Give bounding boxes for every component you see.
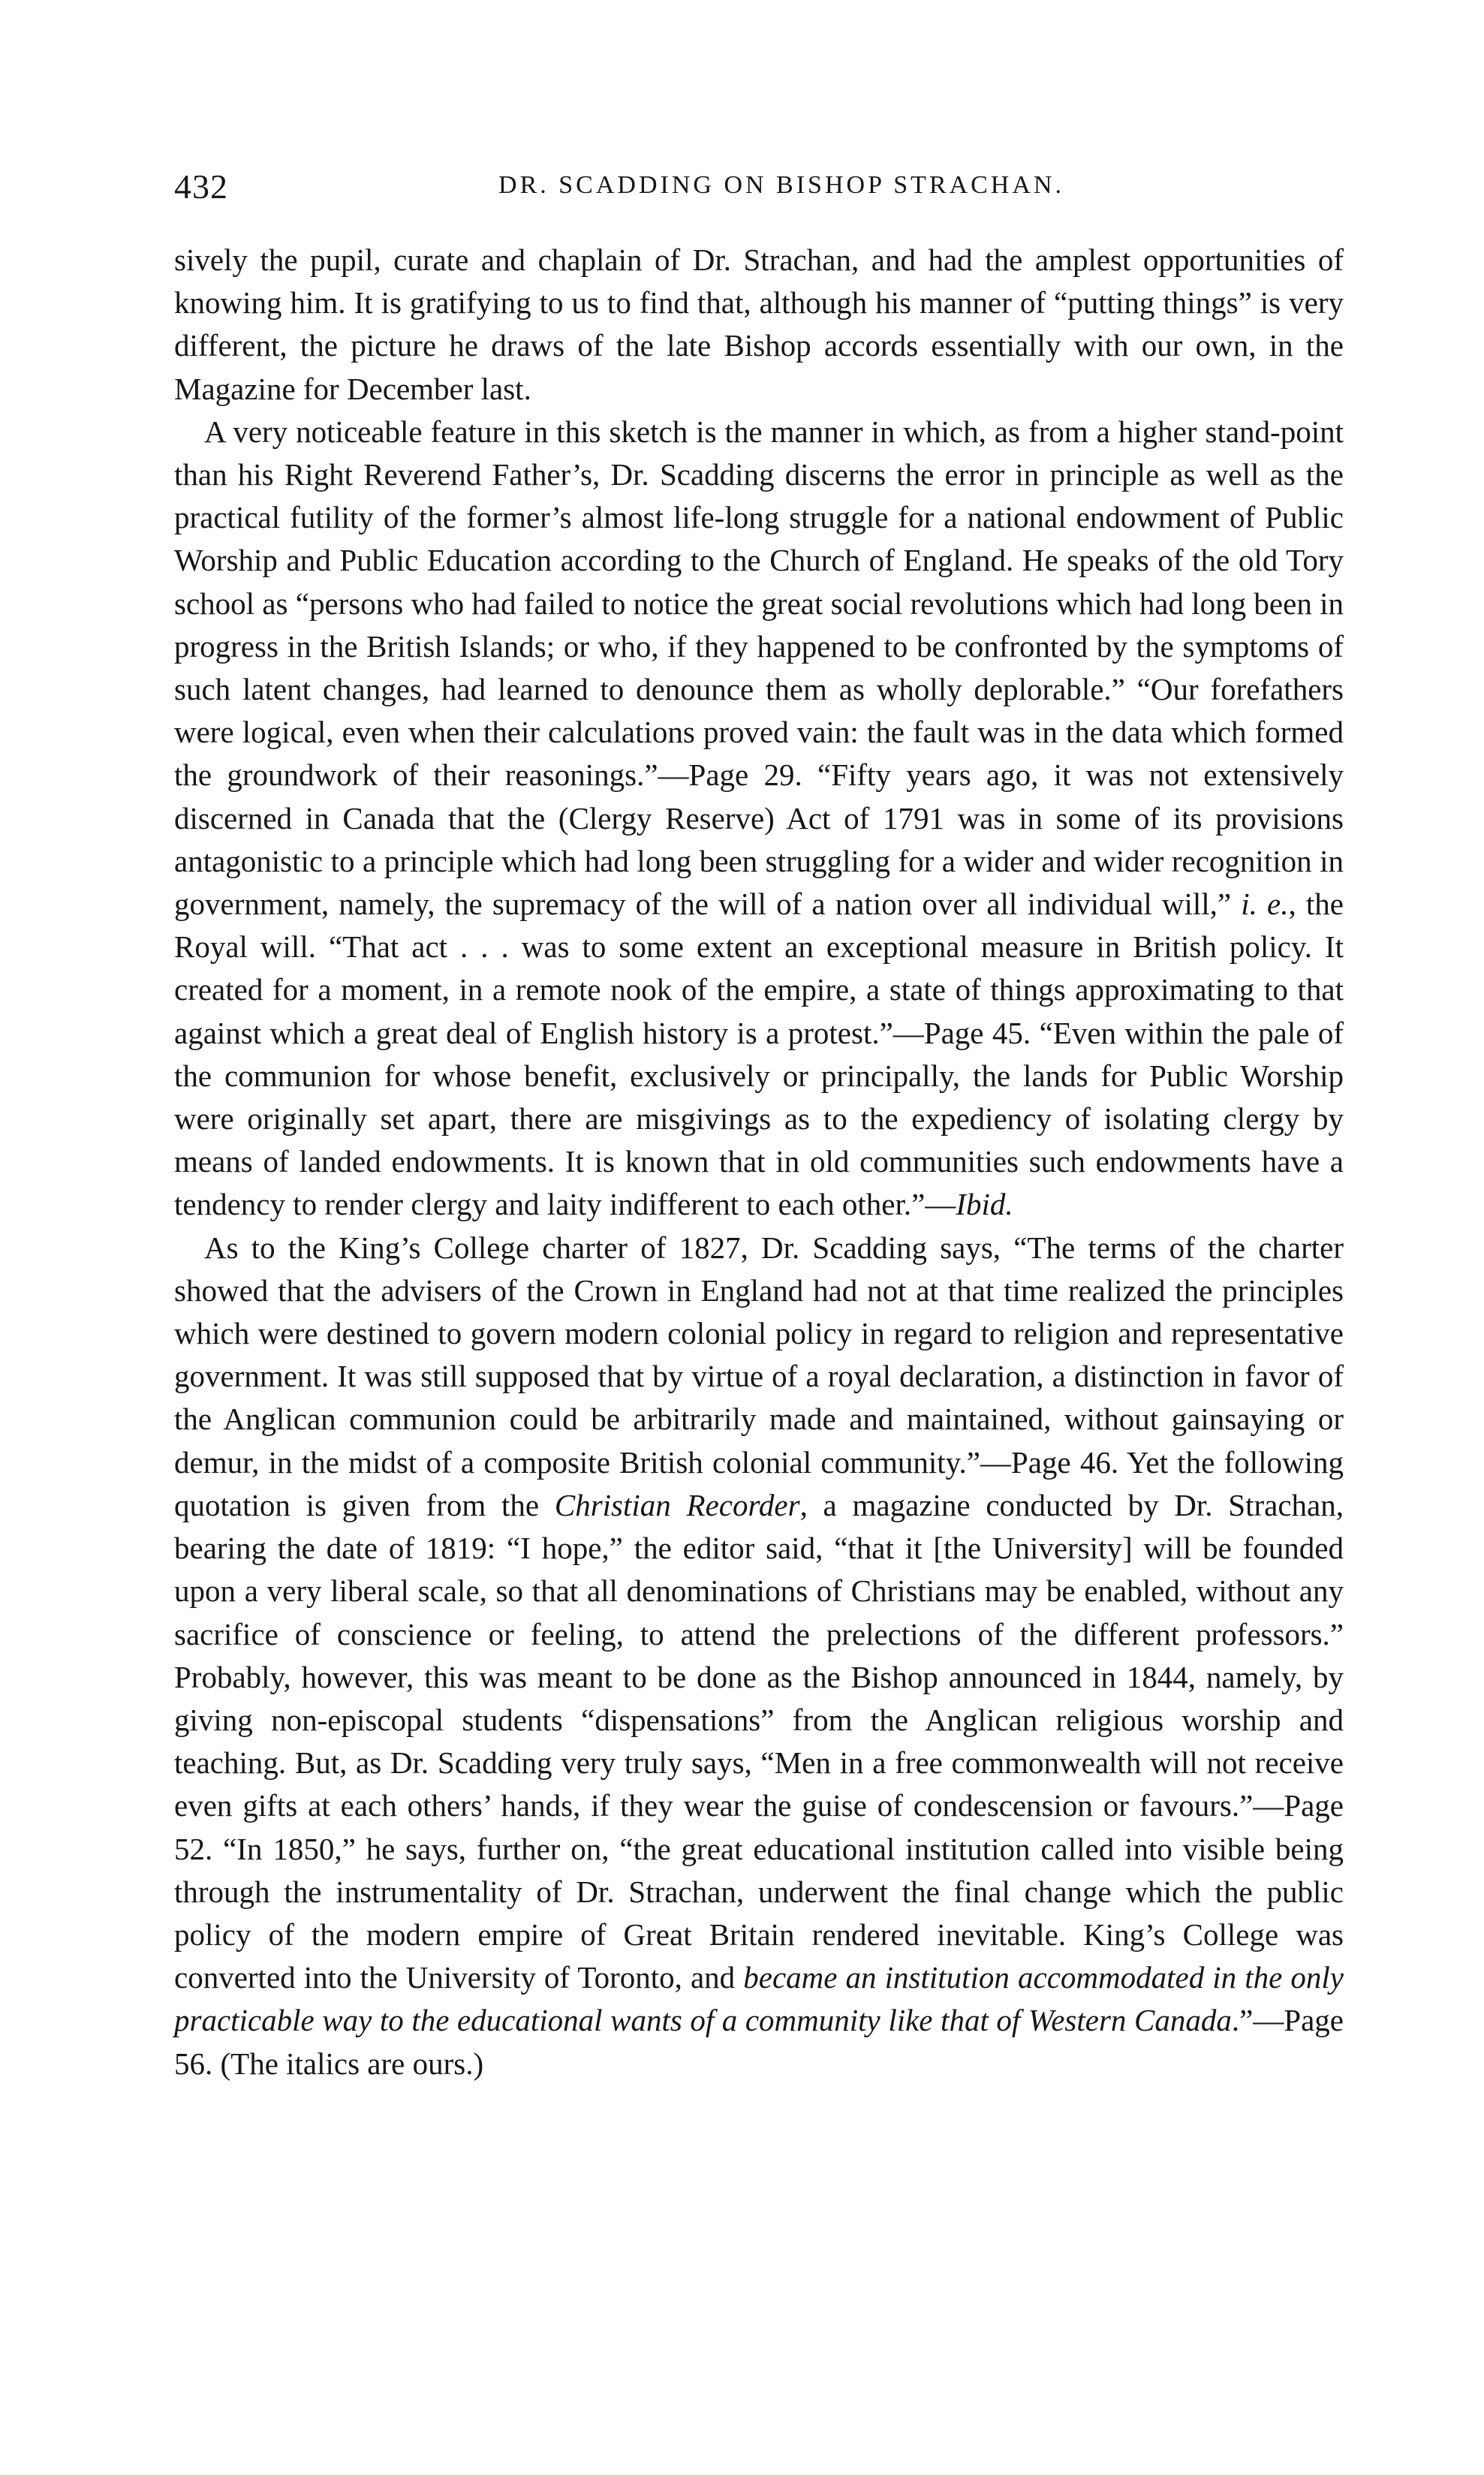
- page-number: 432: [174, 167, 228, 206]
- running-head: DR. SCADDING ON BISHOP STRACHAN.: [498, 171, 1064, 199]
- text-run: As to the King’s College charter of 1827, Dr. Scadding says, “The terms of the charter showed that the advisers of the Crown in England had not at that time realized the principles which were destined to govern modern colonial policy in regard to religion and representative government. It was still supposed that by virtue of a royal declaration, a distinction in favor of the Anglican communion could be arbitrarily made and maintained, without gainsaying or demur, in the midst of a composite British colonial community.”—Page 46. Yet the following quotation is given from the: [174, 1230, 1344, 1522]
- paragraph-1: [174, 239, 1344, 411]
- italic-text-run: Christian Recorder: [554, 1487, 800, 1522]
- italic-text-run: Ibid.: [956, 1187, 1013, 1222]
- body-text: [174, 239, 1344, 2085]
- paragraph-2: [174, 411, 1344, 1227]
- paragraph-3: [174, 1227, 1344, 2085]
- page-header: [174, 167, 1344, 204]
- text-run: , the Royal will. “That act . . . was to some extent an exceptional measure in British policy. It created for a moment, in a remote nook of the empire, a state of things approximating to that against which a great deal of English history is a protest.”—Page 45. “Even within the pale of the communion for whose benefit, exclusively or principally, the lands for Public Worship were originally set apart, there are misgivings as to the expediency of isolating clergy by means of landed endowments. It is known that in old communities such endowments have a tendency to render clergy and laity indifferent to each other.”—: [174, 887, 1344, 1222]
- text-run: .”—Page 56. (The italics are ours.): [174, 2003, 1344, 2081]
- italic-text-run: i. e.: [1241, 887, 1289, 922]
- text-run: , a magazine conducted by Dr. Strachan, bearing the date of 1819: “I hope,” the editor said, “that it [the University] will be founded upon a very liberal scale, so that all denominations of Christians may be enabled, without any sacrifice of conscience or feeling, to attend the prelections of the different professors.” Probably, however, this was meant to be done as the Bishop announced in 1844, namely, by giving non-episcopal students “dispensations” from the Anglican religious worship and teaching. But, as Dr. Scadding very truly says, “Men in a free commonwealth will not receive even gifts at each others’ hands, if they wear the guise of condescension or favours.”—Page 52. “In 1850,” he says, further on, “the great educational institution called into visible being through the instrumentality of Dr. Strachan, underwent the final change which the public policy of the modern empire of Great Britain rendered inevitable. King’s College was converted into the University of Toronto, and: [174, 1487, 1344, 1995]
- text-run: sively the pupil, curate and chaplain of Dr. Strachan, and had the amplest opportunities of knowing him. It is gratifying to us to find that, although his manner of “putting things” is very different, the picture he draws of the late Bishop accords essentially with our own, in the Magazine for December last.: [174, 242, 1344, 406]
- text-run: A very noticeable feature in this sketch is the manner in which, as from a higher stand-point than his Right Reverend Father’s, Dr. Scadding discerns the error in principle as well as the practical futility of the former’s almost life-long struggle for a national endowment of Public Worship and Public Education according to the Church of England. He speaks of the old Tory school as “persons who had failed to notice the great social revolutions which had long been in progress in the British Islands; or who, if they happened to be confronted by the symptoms of such latent changes, had learned to denounce them as wholly deplorable.” “Our forefathers were logical, even when their calculations proved vain: the fault was in the data which formed the groundwork of their reasonings.”—Page 29. “Fifty years ago, it was not extensively discerned in Canada that the (Clergy Reserve) Act of 1791 was in some of its provisions antagonistic to a principle which had long been struggling for a wider and wider recognition in government, namely, the supremacy of the will of a nation over all individual will,”: [174, 414, 1344, 922]
- italic-text-run: became an institution accommodated in the only practicable way to the educational wants of a community like that of Western Canada: [174, 1960, 1344, 2038]
